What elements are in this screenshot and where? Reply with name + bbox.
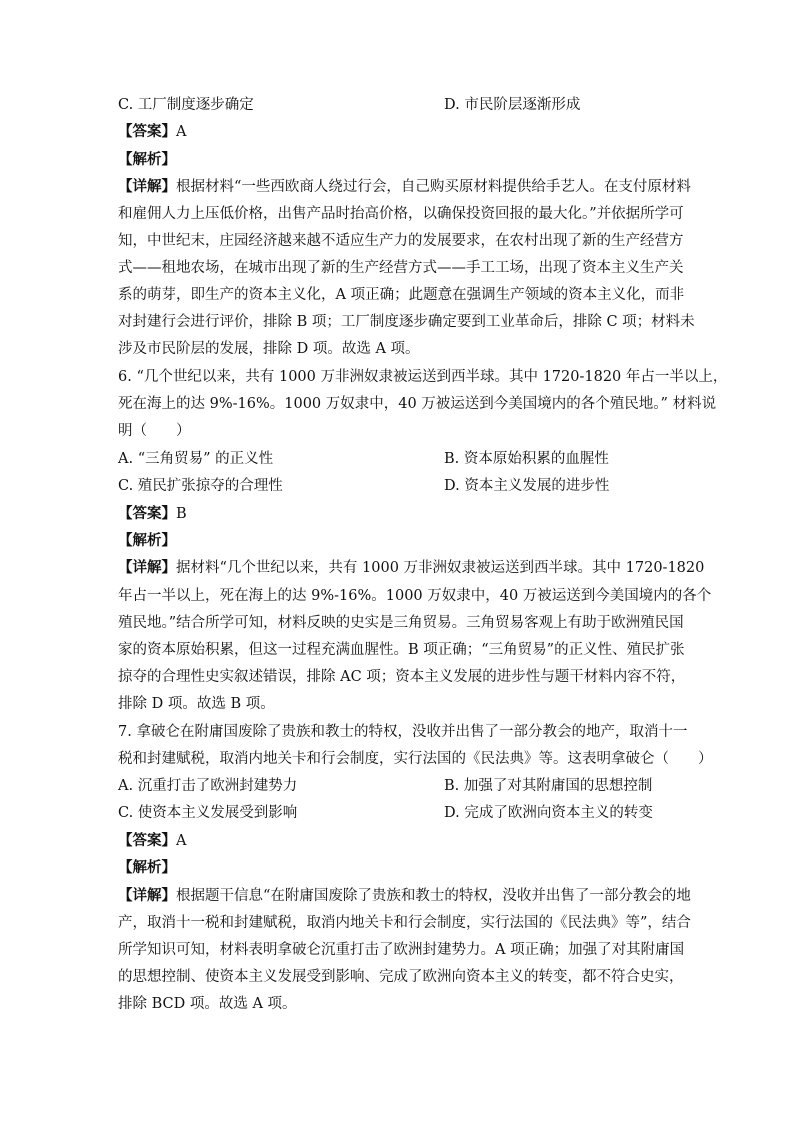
q6-stem-line-2: 死在海上的达 9%-16%。1000 万奴隶中，40 万被运送到今美国境内的各个殖民地。” 材料说: [118, 396, 717, 412]
q6-detail-line-4: 家的资本原始积累，但这一过程充满血腥性。B 项正确；“三角贸易”的正义性、殖民扩张: [118, 642, 685, 658]
q7-stem-line-1: 7. 拿破仑在附庸国废除了贵族和教士的特权，没收并出售了一部分教会的地产，取消十一: [118, 724, 688, 740]
answer-value: A: [176, 124, 187, 140]
q5-detail-line-1: 【详解】根据材料“一些西欧商人绕过行会，自己购买原材料提供给手艺人。在支付原材料: [118, 178, 691, 195]
q7-analysis-tag: 【解析】: [118, 859, 176, 876]
q7-option-d: D. 完成了欧洲向资本主义的转变: [444, 805, 653, 821]
detail-tag: 【详解】: [118, 178, 176, 195]
q7-stem-line-2: 税和封建赋税，取消内地关卡和行会制度，实行法国的《民法典》等。这表明拿破仑（ ）: [118, 751, 713, 767]
q5-detail-line-5: 系的萌芽，即生产的资本主义化，A 项正确；此题意在强调生产领域的资本主义化，而非: [118, 287, 685, 303]
q7-answer: [118, 831, 186, 851]
q7-option-a: A. 沉重打击了欧洲封建势力: [118, 778, 298, 794]
detail-tag: 【详解】: [118, 559, 176, 576]
q5-detail-line-4: 式——租地农场，在城市出现了新的生产经营方式——手工工场，出现了资本主义生产关: [118, 260, 684, 276]
q5-detail-line-7: 涉及市民阶层的发展，排除 D 项。故选 A 项。: [118, 341, 420, 357]
answer-tag: 【答案】: [118, 123, 176, 140]
q5-detail-line-6: 对封建行会进行评价，排除 B 项；工厂制度逐步确定要到工业革命后，排除 C 项；材料未: [118, 314, 695, 330]
answer-tag: 【答案】: [118, 505, 176, 522]
q6-option-c: C. 殖民扩张掠夺的合理性: [118, 478, 283, 494]
q5-analysis-tag: 【解析】: [118, 151, 176, 168]
q6-detail-line-3: 殖民地。”结合所学可知，材料反映的史实是三角贸易。三角贸易客观上有助于欧洲殖民国: [118, 615, 684, 631]
detail-tag: 【详解】: [118, 887, 176, 904]
answer-value: B: [176, 506, 187, 522]
q6-detail-line-1: 【详解】据材料“几个世纪以来，共有 1000 万非洲奴隶被运送到西半球。其中 1720-1820: [118, 559, 705, 576]
q6-detail-line-5: 掠夺的合理性史实叙述错误，排除 AC 项；资本主义发展的进步性与题干材料内容不符，: [118, 669, 686, 685]
answer-tag: 【答案】: [118, 832, 176, 849]
q6-option-a: A. “三角贸易” 的正义性: [118, 451, 274, 467]
q7-detail-line-2: 产，取消十一税和封建赋税，取消内地关卡和行会制度，实行法国的《民法典》等”，结合: [118, 915, 691, 931]
q5-detail-line-3: 知，中世纪末，庄园经济越来越不适应生产力的发展要求，在农村出现了新的生产经营方: [118, 233, 684, 249]
q6-stem-line-3: 明（ ）: [118, 423, 191, 439]
q7-detail-line-5: 排除 BCD 项。故选 A 项。: [118, 996, 297, 1012]
q7-detail-line-4: 的思想控制、使资本主义发展受到影响、完成了欧洲向资本主义的转变，都不符合史实，: [118, 969, 684, 985]
q6-analysis-tag: 【解析】: [118, 532, 176, 549]
q7-option-c: C. 使资本主义发展受到影响: [118, 805, 298, 821]
q5-answer: [118, 122, 186, 142]
answer-value: A: [176, 833, 187, 849]
q7-option-b: B. 加强了对其附庸国的思想控制: [444, 778, 653, 794]
q6-detail-line-2: 年占一半以上，死在海上的达 9%-16%。1000 万奴隶中，40 万被运送到今美国境内的各个: [118, 588, 712, 604]
q6-detail-line-6: 排除 D 项。故选 B 项。: [118, 696, 275, 712]
q6-option-b: B. 资本原始积累的血腥性: [444, 451, 609, 467]
q6-option-d: D. 资本主义发展的进步性: [444, 478, 610, 494]
q5-option-c: C. 工厂制度逐步确定: [118, 97, 254, 113]
q5-detail-line-2: 和雇佣人力上压低价格，出售产品时抬高价格，以确保投资回报的最大化。”并依据所学可: [118, 206, 684, 222]
q7-detail-line-3: 所学知识可知，材料表明拿破仑沉重打击了欧洲封建势力。A 项正确；加强了对其附庸国: [118, 942, 685, 958]
q6-stem-line-1: 6. “几个世纪以来，共有 1000 万非洲奴隶被运送到西半球。其中 1720-1820 年占一半以上，: [118, 369, 728, 385]
q7-detail-line-1: 【详解】根据题干信息“在附庸国废除了贵族和教士的特权，没收并出售了一部分教会的地: [118, 887, 691, 904]
q5-option-d: D. 市民阶层逐渐形成: [444, 97, 581, 113]
q6-answer: [118, 504, 187, 524]
